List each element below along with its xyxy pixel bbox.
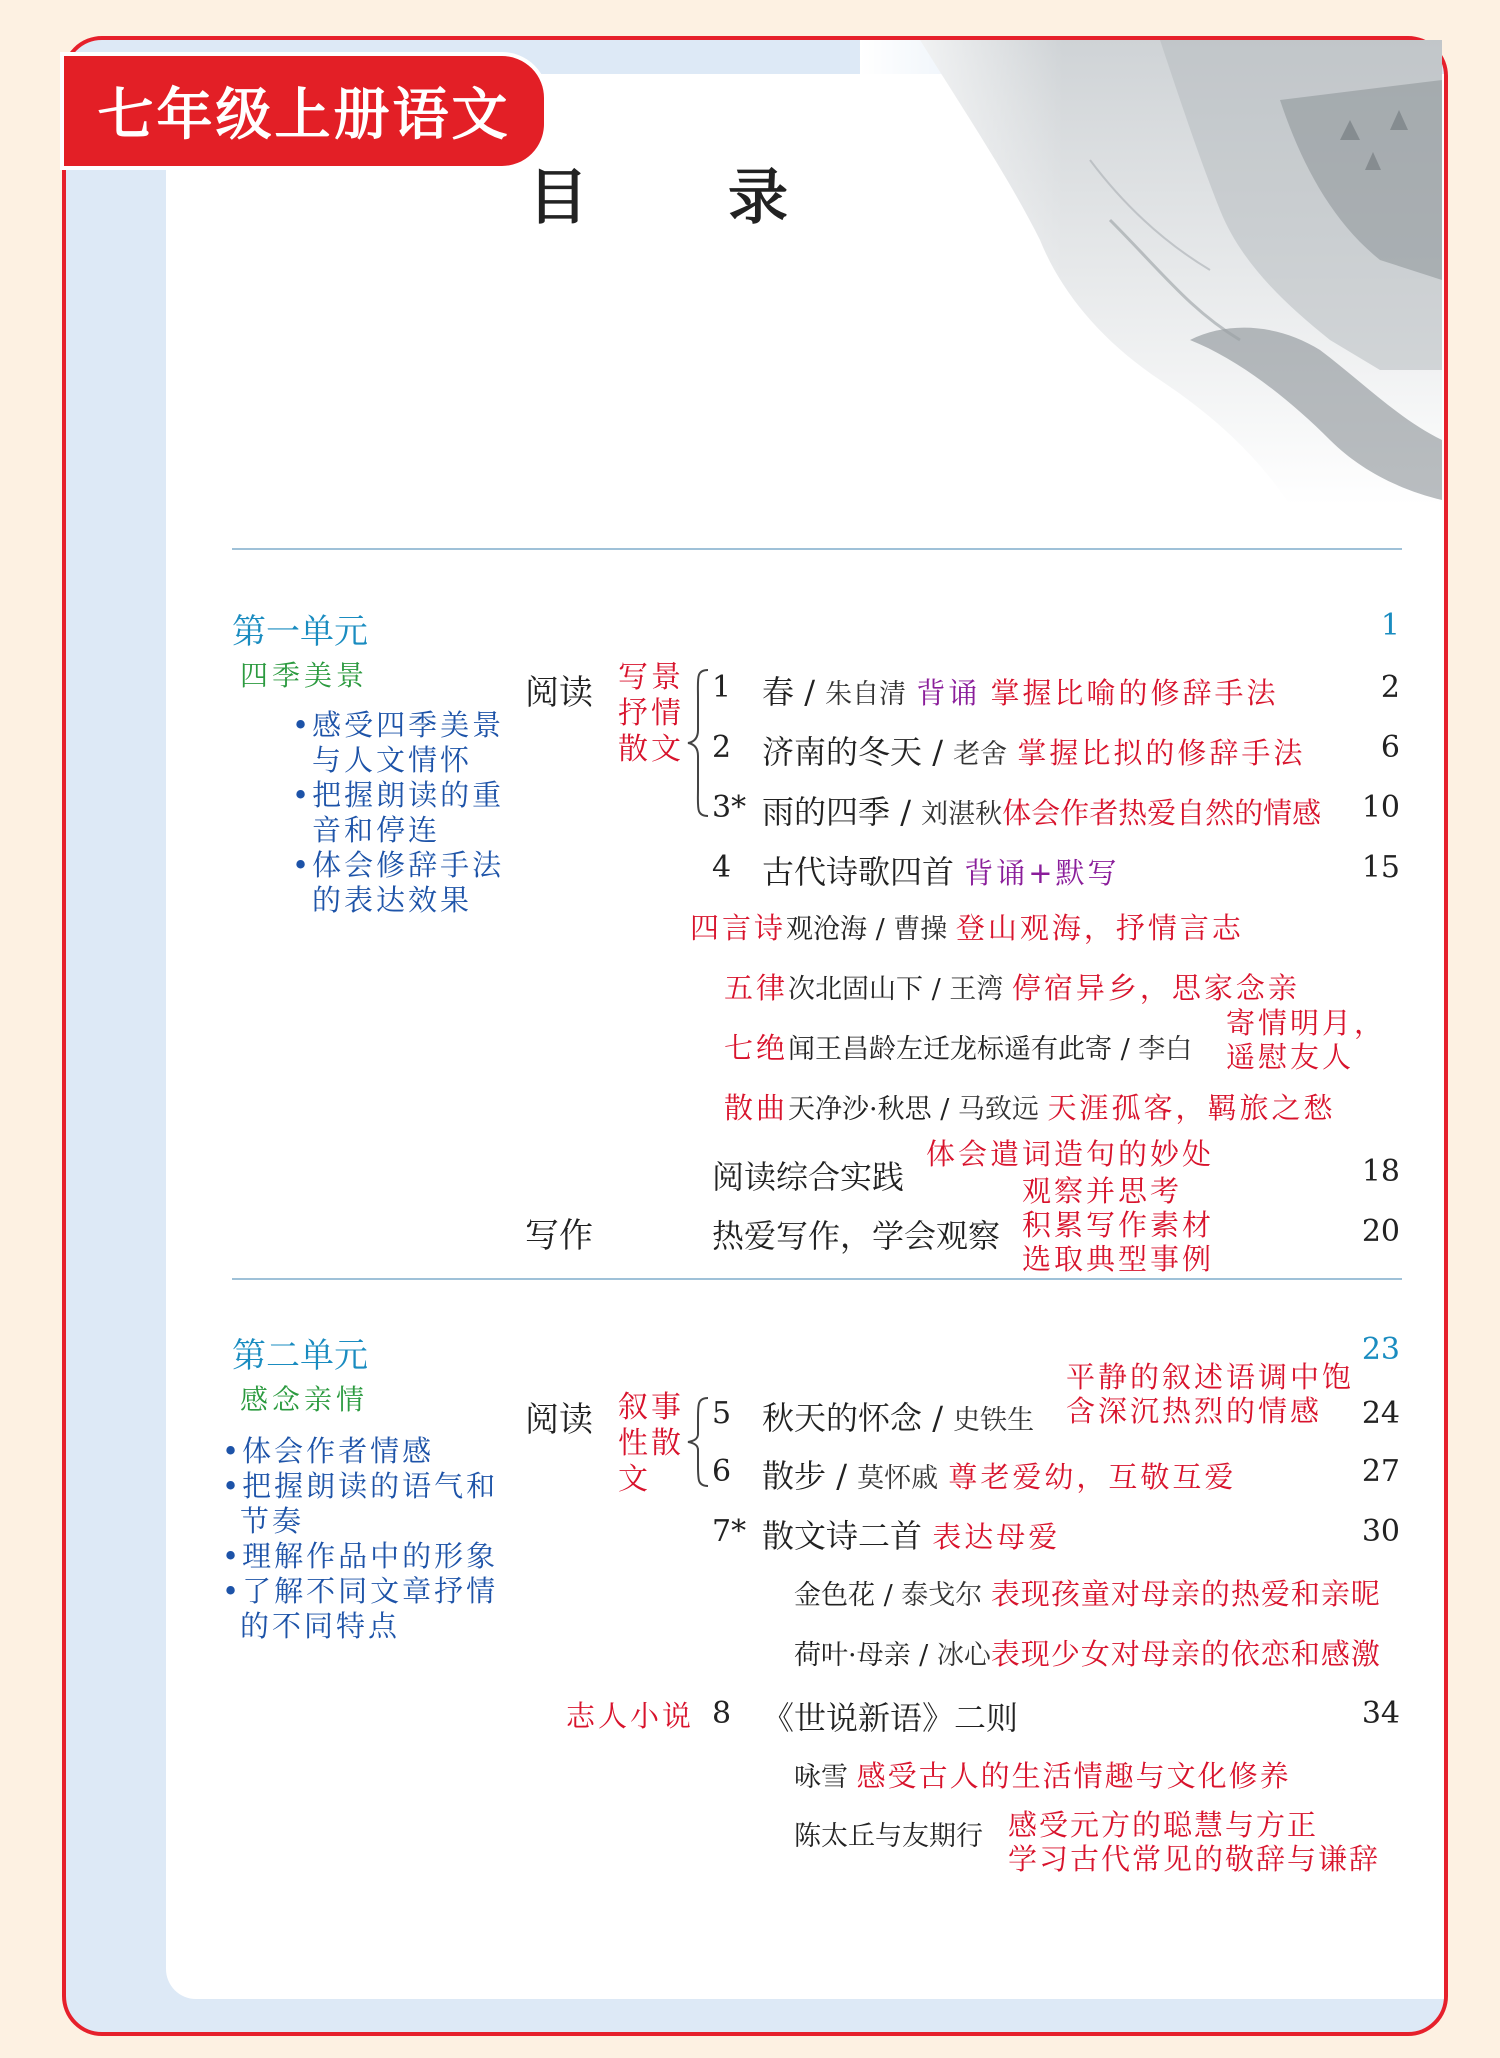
poem-note: 表现少女对母亲的依恋和感激 [990,1637,1381,1671]
poem-title: 闻王昌龄左迁龙标遥有此寄 [788,1034,1113,1065]
top-divider [232,548,1402,550]
lesson-number: 3* [712,790,747,825]
poem-row: 荷叶·母亲 / 冰心表现少女对母亲的依恋和感激 [794,1637,1381,1671]
note-line: 遥慰友人 [1226,1040,1355,1074]
poem-note: 停宿异乡，思家念亲 [1011,971,1300,1005]
poem-author: 王湾 [949,974,1004,1005]
unit2-genre [618,1390,684,1498]
lesson-row: 雨的四季 / 刘湛秋体会作者热爱自然的情感 [762,793,1322,831]
lesson-page: 10 [1361,790,1400,825]
poem-title: 金色花 [794,1580,875,1611]
unit1-title: 第一单元 [232,612,368,652]
poem-title: 次北固山下 [788,974,924,1005]
writing-note [1022,1174,1214,1276]
unit1-reading-label: 阅读 [525,673,593,713]
note-line: 积累写作素材 [1022,1208,1215,1242]
poem-type: 七绝 [724,1031,789,1065]
writing-page: 20 [1361,1214,1400,1249]
lesson-note: 尊老爱幼，互敬互爱 [948,1460,1237,1494]
sub-lesson-row [794,1754,1291,1795]
goal-line: 的不同特点 [240,1609,401,1643]
lesson-row: 秋天的怀念 / 史铁生 [762,1399,1035,1437]
book-title-tab [60,52,548,170]
unit2-theme: 感念亲情 [240,1383,369,1416]
lesson-title: 《世说新语》二则 [762,1699,1019,1737]
goal-line: •把握朗读的语气和 [222,1469,499,1503]
lesson-note: 掌握比喻的修辞手法 [990,676,1279,710]
note-line: 寄情明月， [1226,1006,1387,1040]
lesson-note: 掌握比拟的修辞手法 [1017,736,1306,770]
lesson-number: 6 [712,1454,732,1489]
lesson-title: 济南的冬天 [762,733,923,771]
lesson-number: 8 [712,1696,732,1731]
poem-row: 散曲天净沙·秋思 / 马致远 天涯孤客，羁旅之愁 [724,1091,1336,1125]
poem-title: 天净沙·秋思 [788,1094,932,1125]
lesson-page: 30 [1361,1514,1400,1549]
practice-title: 阅读综合实践 [712,1158,905,1196]
lesson-number: 2 [712,730,732,765]
book-title: 七年级上册语文 [97,83,511,148]
lesson-title: 散文诗二首 [762,1517,923,1555]
lesson-author: 朱自清 [825,679,907,710]
poem-row: 金色花 / 泰戈尔 表现孩童对母亲的热爱和亲昵 [794,1577,1381,1611]
sub-lesson-note [1008,1808,1380,1876]
lesson-tag: 背诵+默写 [964,856,1120,890]
lesson-tag: 背诵 [916,676,981,710]
note-line: 学习古代常见的敬辞与谦辞 [1008,1842,1381,1876]
lesson-page: 27 [1361,1454,1400,1489]
note-line: 选取典型事例 [1022,1242,1215,1276]
page-title: 目 录 [528,163,828,233]
lesson-title: 秋天的怀念 [762,1399,923,1437]
lesson-title: 春 [762,673,795,711]
brace-icon [686,1396,712,1488]
poem-author: 冰心 [936,1640,991,1671]
note-line: 平静的叙述语调中饱 [1066,1360,1355,1394]
lesson-row [762,1511,1060,1557]
practice-note: 体会遣词造句的妙处 [926,1137,1215,1171]
poem-row: 五律次北固山下 / 王湾 停宿异乡，思家念亲 [724,971,1300,1005]
poem-author: 李白 [1138,1034,1193,1065]
lesson-row: 散步 / 莫怀戚 尊老爱幼，互敬互爱 [762,1457,1237,1495]
poem-author: 马致远 [957,1094,1039,1125]
lesson-page: 2 [1380,670,1400,705]
goal-line: •了解不同文章抒情 [222,1574,499,1608]
poem-note [1226,1006,1386,1074]
unit1-goals [292,708,504,918]
goal-line: 音和停连 [312,813,441,847]
goal-line: •感受四季美景 [292,708,505,742]
poem-note: 登山观海，抒情言志 [955,911,1244,945]
unit2-goals [222,1434,498,1644]
lesson-number: 7* [712,1514,747,1549]
poem-type: 四言诗 [690,911,787,945]
poem-type: 散曲 [724,1091,789,1125]
goal-line: 节奏 [240,1504,305,1538]
lesson-title: 古代诗歌四首 [762,853,955,891]
lesson-number: 1 [712,670,732,705]
poem-author: 泰戈尔 [901,1580,983,1611]
poem-note: 表现孩童对母亲的热爱和亲昵 [990,1577,1381,1611]
lesson-page: 34 [1361,1696,1400,1731]
goal-line: 的表达效果 [312,883,473,917]
note-line: 观察并思考 [1022,1174,1183,1208]
lesson-note: 表达母爱 [932,1520,1061,1554]
writing-label: 写作 [525,1216,593,1256]
unit2-page: 23 [1361,1332,1400,1367]
lesson-note: 体会作者热爱自然的情感 [1002,796,1322,830]
genre-line: 抒情 [618,696,684,731]
poem-row: 四言诗观沧海 / 曹操 登山观海，抒情言志 [690,911,1244,945]
unit1-theme: 四季美景 [240,659,369,692]
lesson-row [762,847,1120,893]
unit1-page: 1 [1380,608,1400,643]
lesson-title: 雨的四季 [762,793,891,831]
sub-lesson-title: 咏雪 [794,1762,848,1793]
lesson-page: 24 [1361,1396,1400,1431]
poem-title: 观沧海 [786,914,868,945]
lesson-page: 15 [1361,850,1400,885]
lesson-author: 老舍 [953,739,1008,770]
lesson-row: 济南的冬天 / 老舍 掌握比拟的修辞手法 [762,733,1306,771]
lesson-author: 莫怀戚 [857,1463,939,1494]
lesson-note [1066,1360,1354,1428]
poem-author: 曹操 [893,914,948,945]
lesson-number: 4 [712,850,732,885]
sub-lesson-title: 陈太丘与友期行 [794,1821,983,1852]
note-line: 感受元方的聪慧与方正 [1008,1808,1319,1842]
goal-line: •体会作者情感 [222,1434,435,1468]
genre-line: 散文 [618,732,684,767]
poem-type: 五律 [724,971,789,1005]
lesson-genre: 志人小说 [566,1699,695,1733]
lesson-row: 春 / 朱自清 背诵 掌握比喻的修辞手法 [762,673,1279,711]
poem-note: 天涯孤客，羁旅之愁 [1047,1091,1336,1125]
lesson-number: 5 [712,1396,732,1431]
genre-line: 文 [618,1462,651,1497]
lesson-title: 散步 [762,1457,827,1495]
genre-line: 性散 [618,1426,684,1461]
lesson-author: 刘湛秋 [921,799,1003,830]
goal-line: 与人文情怀 [312,743,473,777]
lesson-author: 史铁生 [953,1405,1035,1436]
unit-divider [232,1278,1402,1280]
goal-line: •理解作品中的形象 [222,1539,499,1573]
goal-line: •把握朗读的重 [292,778,505,812]
poem-row: 七绝闻王昌龄左迁龙标遥有此寄 / 李白 [724,1031,1193,1065]
writing-title: 热爱写作，学会观察 [712,1217,1001,1255]
note-line: 含深沉热烈的情感 [1066,1394,1323,1428]
genre-line: 叙事 [618,1390,684,1425]
ink-landscape-illustration [860,40,1442,505]
lesson-page: 6 [1380,730,1400,765]
goal-line: •体会修辞手法 [292,848,505,882]
sub-lesson-note: 感受古人的生活情趣与文化修养 [856,1759,1291,1793]
practice-page: 18 [1361,1154,1400,1189]
unit1-genre [618,660,684,768]
unit2-reading-label: 阅读 [525,1400,593,1440]
unit2-title: 第二单元 [232,1336,368,1376]
poem-title: 荷叶·母亲 [794,1640,911,1671]
brace-icon [686,668,712,818]
genre-line: 写景 [618,660,684,695]
